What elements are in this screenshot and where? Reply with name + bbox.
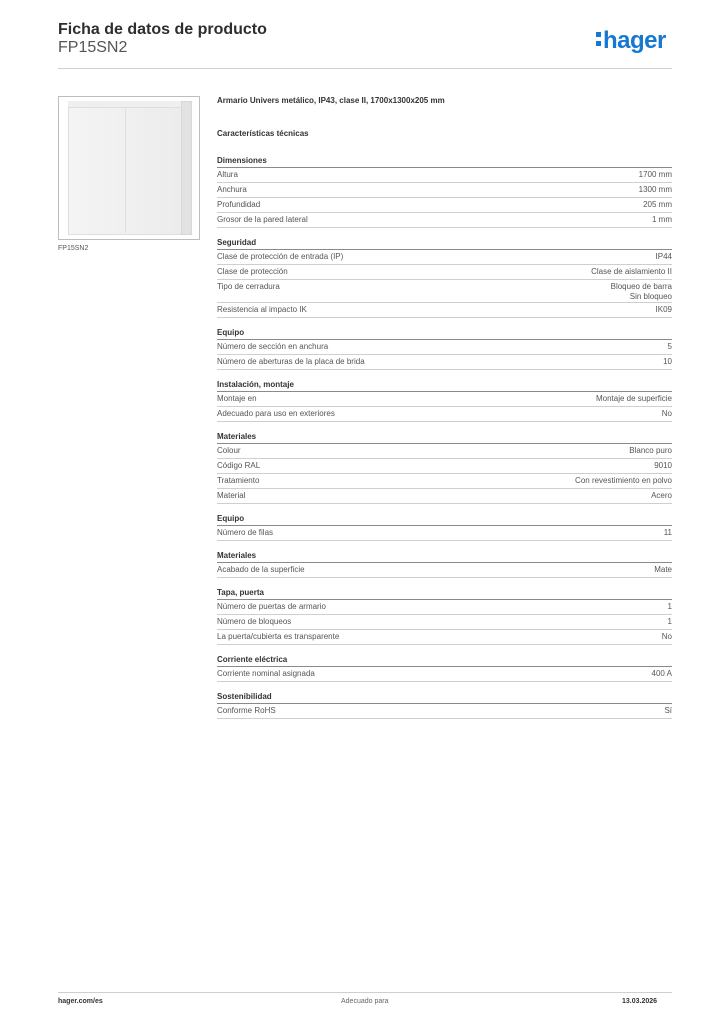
spec-label: Número de aberturas de la placa de brida <box>217 357 365 366</box>
spec-value-line: 10 <box>663 357 672 366</box>
spec-value <box>654 461 672 471</box>
spec-group-title: Equipo <box>217 328 245 337</box>
spec-value <box>651 491 672 501</box>
spec-row <box>217 213 672 228</box>
footer-center-text: Adecuado para <box>341 998 389 1005</box>
footer-date: 13.03.2026 <box>622 998 658 1005</box>
spec-row <box>217 183 672 198</box>
spec-label: Profundidad <box>217 200 261 209</box>
spec-row <box>217 630 672 645</box>
spec-value-line: 1300 mm <box>638 185 672 194</box>
spec-value-line: No <box>661 409 672 418</box>
spec-value <box>611 282 672 302</box>
spec-value-line: 5 <box>667 342 672 351</box>
page-title: Ficha de datos de producto <box>58 21 267 38</box>
spec-value-line: 1 mm <box>652 215 672 224</box>
spec-row <box>217 303 672 318</box>
spec-label: Clase de protección de entrada (IP) <box>217 252 344 261</box>
spec-value-line: 1 <box>667 602 672 611</box>
spec-label: La puerta/cubierta es transparente <box>217 632 340 641</box>
spec-label: Corriente nominal asignada <box>217 669 315 678</box>
product-image <box>58 96 200 240</box>
spec-value <box>662 409 672 419</box>
section-title: Características técnicas <box>217 129 309 138</box>
spec-value-line: 11 <box>663 528 672 537</box>
spec-group <box>217 327 672 370</box>
spec-value <box>639 185 672 195</box>
spec-value <box>629 446 672 456</box>
spec-label: Acabado de la superficie <box>217 565 305 574</box>
spec-sections <box>217 155 672 719</box>
spec-label: Anchura <box>217 185 247 194</box>
spec-row <box>217 526 672 541</box>
spec-label: Adecuado para uso en exteriores <box>217 409 335 418</box>
spec-group <box>217 691 672 719</box>
spec-value <box>591 267 672 277</box>
spec-group-title: Instalación, montaje <box>217 380 294 389</box>
spec-group-title: Sostenibilidad <box>217 692 272 701</box>
spec-value <box>668 602 672 612</box>
spec-group <box>217 431 672 504</box>
spec-value <box>656 252 672 262</box>
spec-row <box>217 459 672 474</box>
spec-value <box>654 565 672 575</box>
spec-value <box>639 170 672 180</box>
spec-value-line: Sin bloqueo <box>629 292 672 301</box>
spec-value <box>596 394 672 404</box>
spec-row <box>217 280 672 303</box>
spec-value-line: Bloqueo de barra <box>610 282 672 291</box>
spec-value <box>668 617 672 627</box>
spec-label: Número de bloqueos <box>217 617 292 626</box>
spec-group-title: Tapa, puerta <box>217 588 264 597</box>
spec-row <box>217 563 672 578</box>
spec-group-title: Materiales <box>217 551 257 560</box>
spec-row <box>217 474 672 489</box>
spec-group-title: Materiales <box>217 432 257 441</box>
spec-value-line: 1700 mm <box>638 170 672 179</box>
logo-text: hager <box>603 27 666 54</box>
spec-row <box>217 340 672 355</box>
spec-value <box>662 632 672 642</box>
spec-value-line: Sí <box>664 706 672 715</box>
spec-row <box>217 407 672 422</box>
spec-label: Colour <box>217 446 241 455</box>
spec-label: Resistencia al impacto IK <box>217 305 307 314</box>
spec-group <box>217 379 672 422</box>
spec-row <box>217 600 672 615</box>
spec-value-line: IK09 <box>655 305 672 314</box>
spec-value <box>656 305 672 315</box>
spec-group-title: Seguridad <box>217 238 257 247</box>
spec-group <box>217 654 672 682</box>
spec-value-line: 400 A <box>651 669 672 678</box>
spec-value <box>652 215 672 225</box>
image-caption: FP15SN2 <box>58 245 89 252</box>
cabinet-side <box>181 101 192 235</box>
spec-row <box>217 444 672 459</box>
spec-value <box>668 342 672 352</box>
spec-row <box>217 355 672 370</box>
spec-group <box>217 237 672 318</box>
spec-row <box>217 392 672 407</box>
spec-row <box>217 667 672 682</box>
spec-label: Material <box>217 491 246 500</box>
spec-value-line: 1 <box>667 617 672 626</box>
spec-label: Grosor de la pared lateral <box>217 215 308 224</box>
spec-label: Número de sección en anchura <box>217 342 329 351</box>
spec-group-title: Corriente eléctrica <box>217 655 288 664</box>
spec-label: Conforme RoHS <box>217 706 276 715</box>
spec-group <box>217 155 672 228</box>
spec-label: Tratamiento <box>217 476 260 485</box>
spec-group <box>217 587 672 645</box>
spec-row <box>217 265 672 280</box>
spec-value <box>664 706 672 716</box>
footer-website: hager.com/es <box>58 998 103 1005</box>
footer-divider <box>58 992 672 993</box>
spec-row <box>217 168 672 183</box>
header-divider <box>58 68 672 69</box>
spec-value-line: Con revestimiento en polvo <box>575 476 672 485</box>
spec-value-line: 205 mm <box>643 200 672 209</box>
spec-value-line: IP44 <box>655 252 672 261</box>
spec-group-title: Equipo <box>217 514 245 523</box>
spec-group <box>217 513 672 541</box>
spec-value-line: 9010 <box>654 461 672 470</box>
spec-label: Número de puertas de armario <box>217 602 326 611</box>
spec-value-line: No <box>661 632 672 641</box>
spec-value <box>643 200 672 210</box>
spec-value-line: Clase de aislamiento II <box>591 267 672 276</box>
spec-label: Montaje en <box>217 394 257 403</box>
logo-dots-icon <box>596 32 601 46</box>
spec-row <box>217 489 672 504</box>
cabinet-door-seam <box>125 109 126 233</box>
hager-logo <box>596 27 666 55</box>
spec-label: Número de filas <box>217 528 274 537</box>
spec-column <box>217 96 672 728</box>
spec-group-title: Dimensiones <box>217 156 267 165</box>
spec-value <box>663 357 672 367</box>
product-description: Armario Univers metálico, IP43, clase II, 1700x1300x205 mm <box>217 96 445 105</box>
spec-value-line: Mate <box>654 565 672 574</box>
spec-row <box>217 704 672 719</box>
spec-row <box>217 615 672 630</box>
spec-label: Código RAL <box>217 461 261 470</box>
spec-row <box>217 198 672 213</box>
spec-label: Clase de protección <box>217 267 288 276</box>
spec-label: Altura <box>217 170 238 179</box>
spec-value <box>664 528 672 538</box>
spec-row <box>217 250 672 265</box>
spec-value-line: Blanco puro <box>629 446 672 455</box>
spec-value <box>652 669 672 679</box>
spec-label: Tipo de cerradura <box>217 282 280 291</box>
spec-value-line: Montaje de superficie <box>595 394 672 403</box>
product-code: FP15SN2 <box>58 39 128 56</box>
spec-value <box>575 476 672 486</box>
spec-value-line: Acero <box>651 491 672 500</box>
spec-group <box>217 550 672 578</box>
